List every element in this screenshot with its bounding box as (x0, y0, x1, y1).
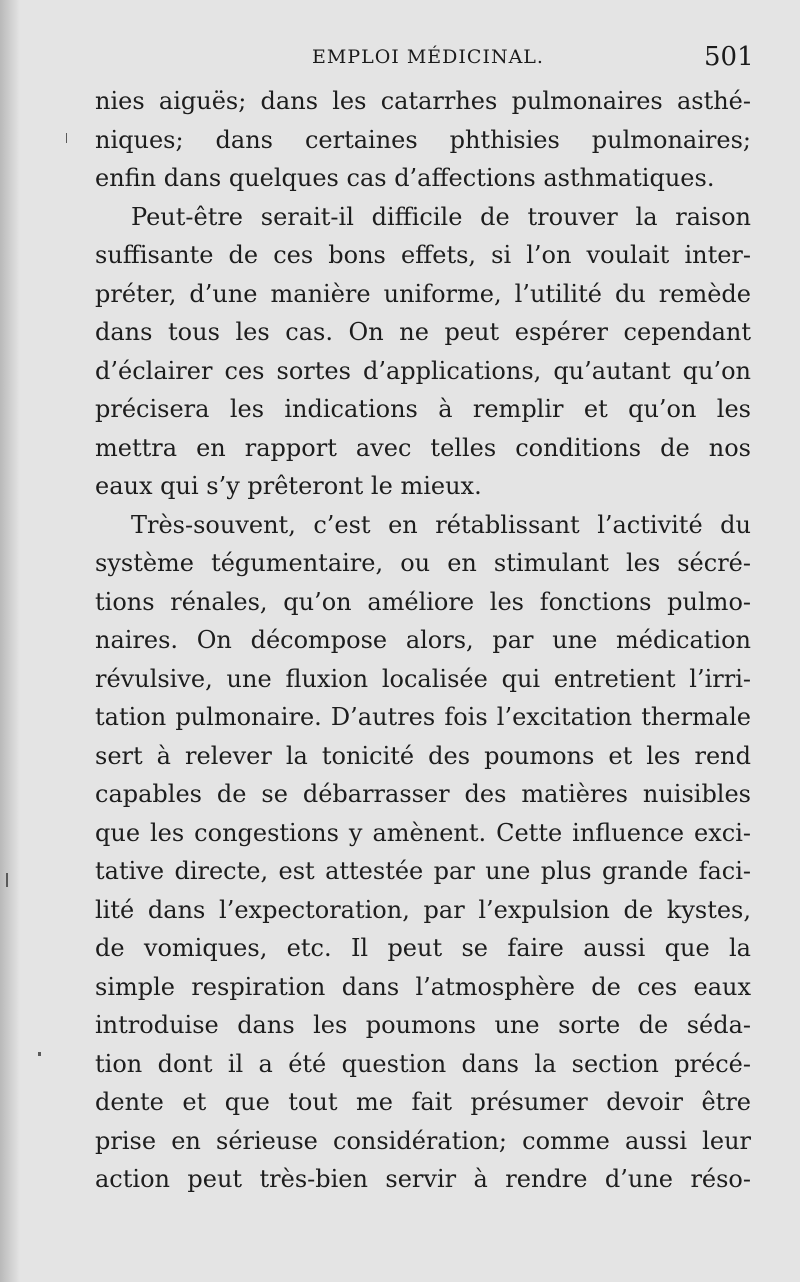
margin-speck (38, 1052, 41, 1056)
text-line: précisera les indications à remplir et qu’on les (95, 395, 751, 423)
text-line: Très-souvent, c’est en rétablissant l’activité du (131, 510, 751, 539)
text-line: niques; dans certaines phthisies pulmonaires; (95, 125, 751, 154)
text-line: préter, d’une manière uniforme, l’utilité du remède (95, 279, 751, 308)
text-line: révulsive, une fluxion localisée qui entretient l’irri- (95, 664, 751, 693)
text-line: introduise dans les poumons une sorte de séda- (95, 1011, 751, 1039)
text-line: sert à relever la tonicité des poumons et les rend (95, 741, 751, 770)
text-line: eaux qui s’y prêteront le mieux. (95, 472, 482, 500)
page-number: 501 (704, 42, 754, 72)
text-line: tation pulmonaire. D’autres fois l’excitation thermale (95, 703, 751, 731)
margin-speck (66, 133, 67, 143)
text-line: enfin dans quelques cas d’affections asthmatiques. (95, 164, 715, 192)
binding-shadow (0, 0, 20, 1282)
text-line: action peut très-bien servir à rendre d’une réso- (95, 1165, 751, 1193)
text-line: nies aiguës; dans les catarrhes pulmonaires asthé- (95, 87, 751, 115)
text-line: suffisante de ces bons effets, si l’on voulait inter- (95, 241, 751, 269)
text-line: prise en sérieuse considération; comme aussi leur (95, 1126, 751, 1155)
text-line: dans tous les cas. On ne peut espérer cependant (95, 318, 751, 346)
body-text (95, 82, 751, 1199)
text-line: capables de se débarrasser des matières nuisibles (95, 780, 751, 808)
text-line: tion dont il a été question dans la section précé- (95, 1049, 751, 1078)
text-line: système tégumentaire, ou en stimulant les sécré- (95, 549, 751, 577)
text-line: d’éclairer ces sortes d’applications, qu’autant qu’on (95, 356, 751, 385)
running-head: EMPLOI MÉDICINAL. (312, 46, 544, 68)
text-line: lité dans l’expectoration, par l’expulsion de kystes, (95, 895, 751, 924)
text-line: tative directe, est attestée par une plus grande faci- (95, 857, 751, 885)
margin-speck (6, 873, 8, 887)
page-header (0, 42, 800, 82)
text-line: que les congestions y amènent. Cette influence exci- (95, 818, 751, 847)
text-line: naires. On décompose alors, par une médication (95, 626, 751, 654)
text-line: mettra en rapport avec telles conditions de nos (95, 433, 751, 462)
text-line: dente et que tout me fait présumer devoir être (95, 1088, 751, 1116)
text-line: tions rénales, qu’on améliore les fonctions pulmo- (95, 587, 751, 616)
text-line: de vomiques, etc. Il peut se faire aussi que la (95, 934, 751, 962)
text-line: Peut-être serait-il difficile de trouver la raison (131, 202, 751, 231)
text-line: simple respiration dans l’atmosphère de ces eaux (95, 972, 751, 1001)
